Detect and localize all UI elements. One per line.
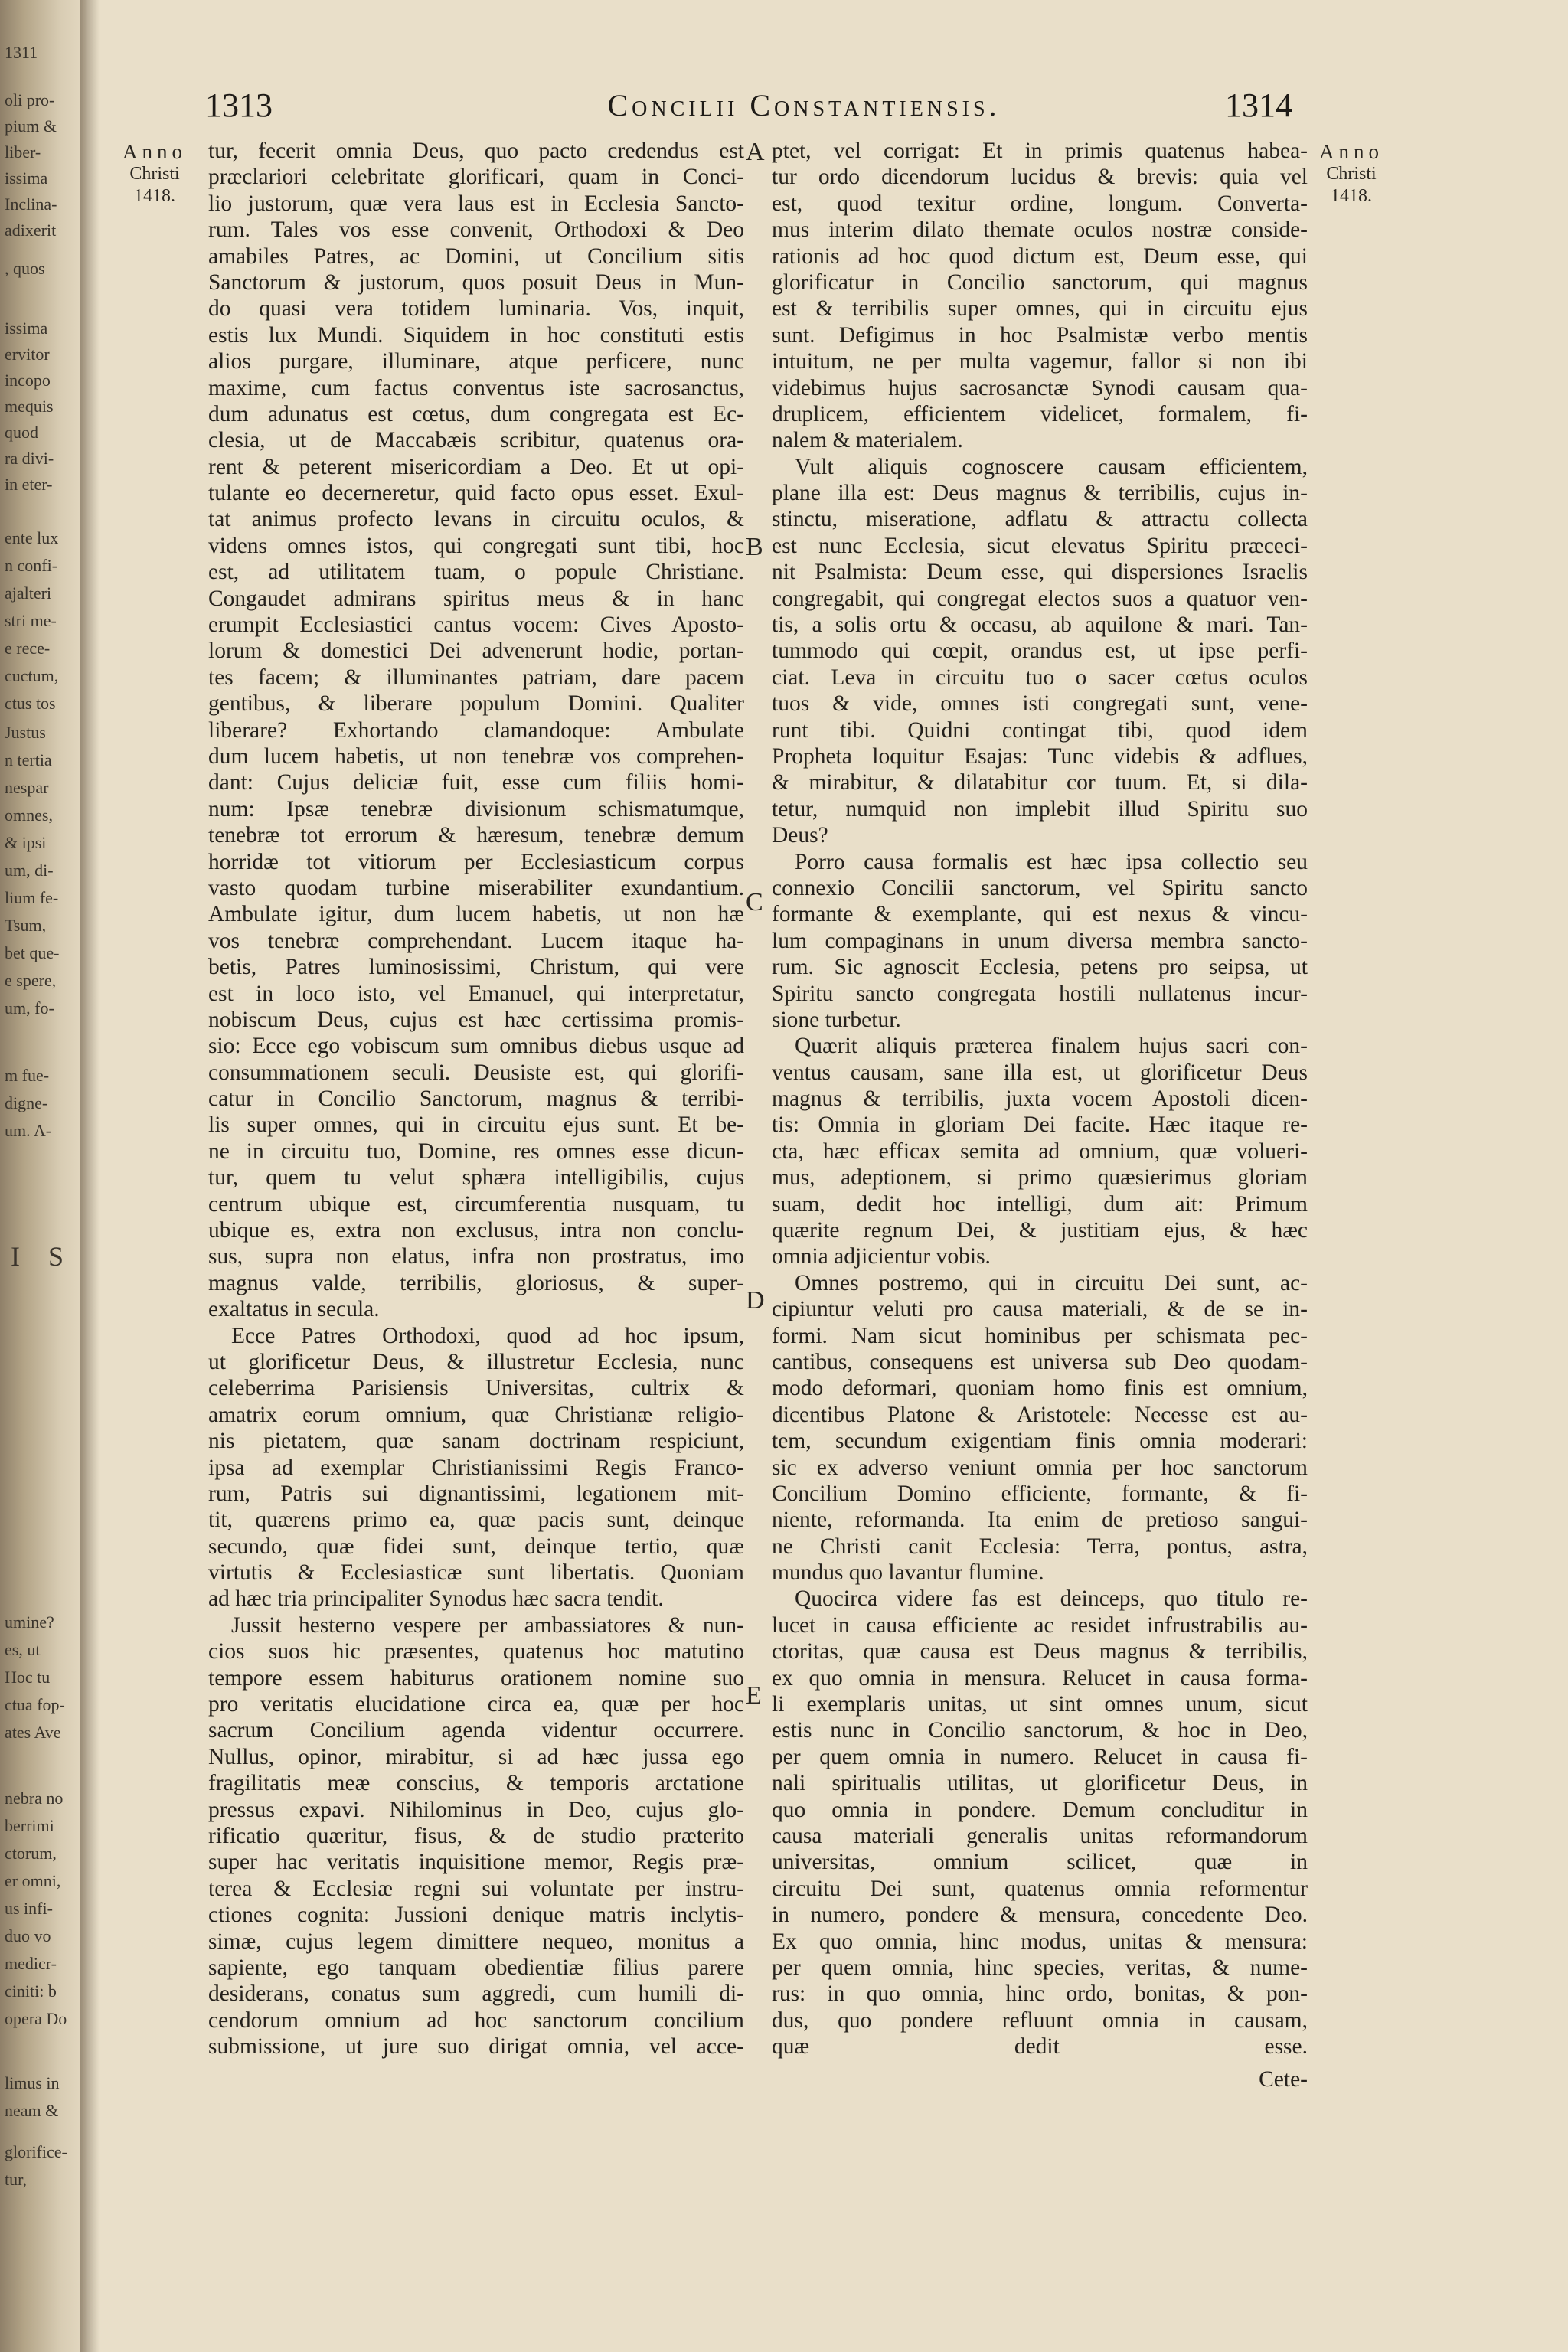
text-line: rum. Sic agnoscit Ecclesia, petens pro seipsa, ut — [772, 955, 1308, 980]
text-line: fragilitatis meæ conscius, & temporis arctatione — [208, 1771, 744, 1796]
facing-page-fragment: oli pro- — [5, 90, 55, 109]
text-line: in numero, pondere & mensura, concedente Deo. — [772, 1903, 1308, 1928]
facing-page-fragment: Hoc tu — [5, 1668, 51, 1687]
text-line: lucet in causa efficiente ac residet infrustrabilis au- — [772, 1612, 1308, 1638]
text-line: dicentibus Platone & Aristotele: Necesse est au- — [772, 1402, 1308, 1427]
right-text-column — [772, 138, 1308, 2092]
text-line: congregabit, qui congregat electos suos a quatuor ven- — [772, 586, 1308, 611]
facing-page-fragment: Justus — [5, 723, 46, 742]
text-line: estis lux Mundi. Siquidem in hoc constituti estis — [208, 322, 744, 348]
facing-page-fragment: opera Do — [5, 2009, 67, 2028]
facing-page-fragment: issima — [5, 318, 48, 338]
text-line: nalem & materialem. — [772, 428, 963, 453]
text-line: mundus quo lavantur flumine. — [772, 1560, 1044, 1586]
text-line: celeberrima Parisiensis Universitas, cultrix & — [208, 1376, 744, 1401]
text-line: ctoritas, quæ causa est Deus magnus & terribilis, — [772, 1639, 1308, 1664]
margin-letter-b: B — [746, 533, 763, 561]
text-line: sapiente, ego tanquam obedientiæ filius parere — [208, 1955, 744, 1980]
text-line: universitas, omnium scilicet, quæ in — [772, 1850, 1308, 1875]
facing-page-fragment: & ipsi — [5, 833, 47, 852]
facing-page-fragment: n confi- — [5, 556, 58, 575]
facing-page-fragment: stri me- — [5, 611, 57, 630]
year-anno: Anno — [1319, 140, 1383, 163]
facing-page-fragment: liber- — [5, 142, 41, 162]
text-line: tempore essem habiturus orationem nomine suo — [208, 1665, 744, 1690]
text-line: sacrum Concilium agenda videntur occurrere. — [208, 1718, 744, 1743]
margin-letter-c: C — [746, 888, 763, 916]
facing-page-fragment: n tertia — [5, 750, 52, 769]
facing-page-fragment: digne- — [5, 1093, 48, 1112]
text-line: cta, hæc efficax semita ad omnium, quæ volueri- — [772, 1138, 1308, 1164]
text-line: tis: Omnia in gloriam Dei facite. Hæc itaque re- — [772, 1112, 1308, 1138]
year-anno: Anno — [122, 140, 187, 163]
facing-page-fragment: 1311 — [5, 43, 38, 62]
text-line: nit Psalmista: Deum esse, qui dispersiones Israelis — [772, 560, 1308, 585]
text-line: quærite regnum Dei, & justitiam ejus, & hæc — [772, 1218, 1308, 1243]
text-line: rationis ad hoc quod dictum est, Deum esse, qui — [772, 243, 1308, 269]
running-title: Concilii Constantiensis. — [607, 88, 1001, 122]
text-line: sus, supra non elatus, infra non prostratus, imo — [208, 1244, 744, 1269]
facing-page-fragment: limus in — [5, 2073, 60, 2092]
text-line: clesia, ut de Maccabæis scribitur, quatenus ora- — [208, 428, 744, 453]
text-line: tur, fecerit omnia Deus, quo pacto credendus est — [208, 139, 744, 163]
text-line: li exemplaris unitas, ut sint omnes unum, sicut — [772, 1692, 1308, 1717]
text-line: Nullus, opinor, mirabitur, si ad hæc jussa ego — [208, 1744, 744, 1769]
text-line: formante & exemplante, qui est nexus & vincu- — [772, 902, 1308, 927]
text-line: formi. Nam sicut hominibus per schismata pec- — [772, 1323, 1308, 1348]
text-line: horridæ tot vitiorum per Ecclesiasticum corpus — [208, 849, 744, 874]
text-line: Jussit hesterno vespere per ambassiatores & nun- — [231, 1612, 744, 1638]
text-line: lio justorum, quæ vera laus est in Ecclesia Sancto- — [208, 191, 744, 216]
text-line: per quem omnia, hinc species, veritas, & nume- — [772, 1955, 1308, 1980]
text-line: exaltatus in secula. — [208, 1297, 380, 1322]
facing-page-fragment: ajalteri — [5, 583, 52, 603]
text-line: cipiuntur veluti pro causa materiali, & de se in- — [772, 1297, 1308, 1322]
text-line: tit, quærens primo ea, quæ pacis sunt, deinque — [208, 1508, 744, 1533]
text-line: terea & Ecclesiæ regni sui voluntate per instru- — [208, 1876, 744, 1901]
facing-page-fragment: es, ut — [5, 1640, 41, 1659]
text-line: sio: Ecce ego vobiscum sum omnibus diebus usque ad — [208, 1034, 744, 1059]
text-line: nali spiritualis utilitas, ut glorificetur Deus, in — [772, 1771, 1308, 1796]
facing-page-fragment: quod — [5, 423, 38, 442]
text-line: tat animus profecto levans in circuitu oculos, & — [208, 507, 744, 532]
text-line: dum lucem habetis, ut non tenebræ vos comprehen- — [208, 743, 744, 769]
facing-page-fragment: umine? — [5, 1612, 54, 1632]
text-line: & mirabitur, & dilatabitur cor tuum. Et, si dila- — [772, 770, 1308, 795]
text-line: Quærit aliquis præterea finalem hujus sacri con- — [795, 1034, 1308, 1059]
text-line: præclariori celebritate glorificari, quam in Conci- — [208, 165, 744, 190]
text-line: mus, adeptionem, si primo quæsierimus gloriam — [772, 1165, 1308, 1191]
text-line: stinctu, miseratione, adflatu & attractu collecta — [772, 507, 1308, 532]
text-line: Vult aliquis cognoscere causam efficientem, — [795, 454, 1308, 479]
facing-page-fragment: berrimi — [5, 1816, 54, 1835]
text-line: centrum ubique est, circumferentia nusquam, tu — [208, 1191, 744, 1217]
facing-page-fragment: Inclina- — [5, 194, 57, 214]
facing-page-fragment: duo vo — [5, 1926, 51, 1945]
facing-page-fragment: ciniti: b — [5, 1981, 57, 2001]
text-line: Deus? — [772, 823, 828, 848]
text-line: pro veritatis elucidatione circa ea, quæ per hoc — [208, 1692, 744, 1717]
year-christi: Christi — [129, 164, 180, 184]
text-line: virtutis & Ecclesiasticæ sunt libertatis. Quoniam — [208, 1560, 744, 1586]
page-number-right: 1314 — [1225, 87, 1292, 124]
text-line: ubique es, extra non exclusus, intra non conclu- — [208, 1218, 744, 1243]
text-line: cios suos hic præsentes, quatenus hoc matutino — [208, 1639, 744, 1664]
text-line: alios purgare, illuminare, atque perficere, nunc — [208, 349, 744, 374]
text-line: tur, quem tu velut sphæra intelligibilis, cujus — [208, 1165, 744, 1191]
text-line: niente, reformanda. Ita enim de pretioso sangui- — [772, 1508, 1308, 1533]
text-line: estis nunc in Concilio sanctorum, & hoc in Deo, — [772, 1718, 1308, 1743]
text-line: sione turbetur. — [772, 1007, 901, 1032]
text-line: tenebræ tot errorum & hæresum, tenebræ demum — [208, 823, 744, 848]
text-line: glorificatur in Concilio sanctorum, qui magnus — [772, 270, 1308, 295]
facing-page-fragment: e spere, — [5, 971, 57, 990]
text-line: do quasi vera totidem luminaria. Vos, inquit, — [208, 296, 744, 322]
text-line: lorum & domestici Dei advenerunt hodie, portan- — [208, 639, 744, 664]
text-line: gentibus, & liberare populum Domini. Qualiter — [208, 691, 744, 717]
text-line: ciat. Leva in circuitu tuo o sacer cœtus oculos — [772, 665, 1308, 690]
text-line: intuitum, ne per multa vagemur, fallor si non ibi — [772, 349, 1308, 374]
margin-letter-a: A — [746, 138, 765, 166]
facing-page-fragment: pium & — [5, 116, 57, 136]
facing-page-fragment: ervitor — [5, 345, 50, 364]
text-line: cantibus, consequens est universa sub Deo quodam- — [772, 1349, 1308, 1374]
text-line: sic ex adverso veniunt omnia per hoc sanctorum — [772, 1455, 1308, 1480]
text-line: magnus & terribilis, juxta vocem Apostoli dicen- — [772, 1086, 1308, 1112]
text-line: mus interim dilato themate oculos nostræ conside- — [772, 217, 1308, 243]
text-line: runt tibi. Quidni contingat tibi, quod idem — [772, 717, 1308, 743]
text-line: dum adunatus est cœtus, dum congregata est Ec- — [208, 401, 744, 426]
text-line: ut glorificetur Deus, & illustretur Ecclesia, nunc — [208, 1349, 744, 1374]
text-line: amabiles Patres, ac Domini, ut Concilium sitis — [208, 243, 744, 269]
year-christi: Christi — [1326, 164, 1377, 184]
text-line: betis, Patres luminosissimi, Christum, qui vere — [208, 955, 744, 980]
text-line: rum. Tales vos esse convenit, Orthodoxi & Deo — [208, 217, 744, 243]
facing-page-fragment: ente lux — [5, 528, 59, 547]
text-line: Ex quo omnia, hinc modus, unitas & mensura: — [772, 1929, 1308, 1954]
text-line: est & terribilis super omnes, qui in circuitu ejus — [772, 296, 1308, 322]
facing-page-fragment: Tsum, — [5, 916, 47, 935]
text-line: Ecce Patres Orthodoxi, quod ad hoc ipsum, — [231, 1323, 744, 1348]
text-line: tulante eo decerneretur, quid facto opus esset. Exul- — [208, 481, 744, 506]
facing-page-edge — [0, 0, 86, 2352]
text-line: pressus expavi. Nihilominus in Deo, cujus glo- — [208, 1797, 744, 1822]
text-line: ctiones cognita: Jussioni denique matris inclytis- — [208, 1903, 744, 1928]
text-line: secundo, quæ fidei sunt, deinque tertio, quæ — [208, 1534, 744, 1559]
binding-shadow — [80, 0, 100, 2352]
text-line: plane illa est: Deus magnus & terribilis, cujus in- — [772, 481, 1308, 506]
text-line: ipsa ad exemplar Christianissimi Regis Franco- — [208, 1455, 744, 1480]
left-text-column — [208, 138, 744, 2060]
facing-page-fragment: cuctum, — [5, 666, 59, 685]
text-line: desiderans, conatus sum aggredi, cum humili di- — [208, 1981, 744, 2007]
year-number: 1418. — [1331, 186, 1372, 206]
text-line: Congaudet admirans spiritus meus & in hanc — [208, 586, 744, 611]
facing-page-fragment: er omni, — [5, 1871, 61, 1890]
text-line: suam, dedit hoc intelligi, dum ait: Primum — [772, 1191, 1308, 1217]
text-line: nis pietatem, quæ sanam doctrinam respiciunt, — [208, 1429, 744, 1454]
facing-page-fragment: ra divi- — [5, 449, 54, 468]
margin-letter-d: D — [746, 1286, 765, 1315]
text-line: Porro causa formalis est hæc ipsa collectio seu — [795, 849, 1308, 874]
text-line: per quem omnia in numero. Relucet in causa fi- — [772, 1744, 1308, 1769]
text-line: circuitu Dei sunt, quatenus omnia reformentur — [772, 1876, 1308, 1901]
page-header — [191, 86, 1416, 132]
text-line: est, ad utilitatem tuam, o popule Christiane. — [208, 560, 744, 585]
text-line: tummodo qui cœpit, orandus est, ut ipse perfi- — [772, 639, 1308, 664]
facing-page-fragment: um, di- — [5, 861, 54, 880]
facing-page-fragment: us infi- — [5, 1899, 53, 1918]
facing-page-fragment: neam & — [5, 2101, 59, 2120]
text-line: lum compaginans in unum diversa membra sancto- — [772, 928, 1308, 953]
facing-page-fragment: bet que- — [5, 943, 60, 962]
year-note-left — [107, 141, 202, 207]
text-line: catur in Concilio Sanctorum, magnus & terribi- — [208, 1086, 744, 1112]
text-line: cendorum omnium ad hoc sanctorum concilium — [208, 2007, 744, 2033]
text-line: consummationem seculi. Deusiste est, qui glorifi- — [208, 1060, 744, 1085]
text-line: submissione, ut jure suo dirigat omnia, vel acce- — [208, 2034, 744, 2060]
text-line: est, quod texitur ordine, longum. Converta- — [772, 191, 1308, 216]
text-line: tuos & vide, omnes isti congregati sunt, vene- — [772, 691, 1308, 717]
facing-page-fragment: adixerit — [5, 220, 57, 240]
facing-page-fragment: ctus tos — [5, 694, 56, 713]
facing-page-fragment: tur, — [5, 2170, 28, 2189]
text-line: est nunc Ecclesia, sicut elevatus Spiritu præceci- — [772, 533, 1308, 558]
facing-page-fragment: glorifice- — [5, 2142, 67, 2161]
facing-page-fragment: e rece- — [5, 639, 51, 658]
text-line: ex quo omnia in mensura. Relucet in causa forma- — [772, 1665, 1308, 1690]
text-line: nobiscum Deus, cujus est hæc certissima promis- — [208, 1007, 744, 1032]
catchword: Cete- — [1259, 2066, 1308, 2092]
facing-page-fragment: in eter- — [5, 475, 53, 494]
text-line: dant: Cujus deliciæ fuit, esse cum filiis homi- — [208, 770, 744, 795]
text-line: ptet, vel corrigat: Et in primis quatenus habea- — [772, 139, 1308, 163]
text-line: rificatio quæritur, fisus, & de studio præterito — [208, 1824, 744, 1848]
year-number: 1418. — [134, 186, 175, 206]
facing-page-fragment: issima — [5, 168, 48, 188]
text-line: Omnes postremo, qui in circuitu Dei sunt, ac- — [795, 1270, 1308, 1295]
text-line: amatrix eorum omnium, quæ Christianæ religio- — [208, 1402, 744, 1427]
text-line: Ambulate igitur, dum lucem habetis, ut non hæ — [208, 902, 744, 927]
text-line: Spiritu sancto congregata hostili nullatenus incur- — [772, 981, 1308, 1006]
text-line: rus: in quo omnia, hinc ordo, bonitas, & pon- — [772, 1981, 1308, 2007]
text-line: quo omnia in pondere. Demum concluditur in — [772, 1797, 1308, 1822]
facing-page-fragment: medicr- — [5, 1954, 57, 1973]
text-line: tetur, numquid non implebit illud Spiritu suo — [772, 796, 1308, 822]
text-line: modo deformari, quoniam homo finis est omnium, — [772, 1376, 1308, 1401]
text-line: super hac veritatis inquisitione memor, Regis præ- — [208, 1850, 744, 1875]
facing-page-fragment: incopo — [5, 371, 51, 390]
text-line: tur ordo dicendorum lucidus & brevis: quia vel — [772, 165, 1308, 190]
text-line: ad hæc tria principaliter Synodus hæc sacra tendit. — [208, 1586, 664, 1612]
text-line: rent & peterent misericordiam a Deo. Et ut opi- — [208, 454, 744, 479]
facing-page-fragment: nebra no — [5, 1788, 64, 1808]
text-line: videbimus hujus sacrosanctæ Synodi causam qua- — [772, 375, 1308, 400]
text-line: ne in circuitu tuo, Domine, res omnes esse dicun- — [208, 1138, 744, 1164]
facing-page-fragment: lium fe- — [5, 888, 59, 907]
text-line: Concilium Domino efficiente, formante, & fi- — [772, 1481, 1308, 1506]
text-line: rum, Patris sui dignantissimi, legationem mit- — [208, 1481, 744, 1506]
page-number-left: 1313 — [205, 87, 273, 124]
text-line: vos tenebræ comprehendant. Lucem itaque ha- — [208, 928, 744, 953]
facing-page-fragment: nespar — [5, 778, 49, 797]
text-line: liberare? Exhortando clamandoque: Ambulate — [208, 717, 744, 743]
facing-page-fragment: omnes, — [5, 805, 53, 825]
facing-page-fragment: m fue- — [5, 1066, 50, 1085]
text-line: sunt. Defigimus in hoc Psalmistæ verbo mentis — [772, 322, 1308, 348]
text-line: dus, quo pondere refluunt omnia in causam, — [772, 2007, 1308, 2033]
text-line: videns omnes istos, qui congregati sunt tibi, hoc — [208, 533, 744, 558]
text-line: quæ dedit esse. — [772, 2034, 1308, 2060]
text-line: lis super omnes, qui in circuitu ejus sunt. Et be- — [208, 1112, 744, 1138]
text-line: tes facem; & illuminantes patriam, dare pacem — [208, 665, 744, 690]
facing-page-fragment: I S — [11, 1241, 75, 1272]
facing-page-fragment: um. A- — [5, 1121, 52, 1140]
facing-page-fragment: , quos — [5, 259, 45, 278]
text-line: est in loco isto, vel Emanuel, qui interpretatur, — [208, 981, 744, 1006]
text-line: ne Christi canit Ecclesia: Terra, pontus, astra, — [772, 1534, 1308, 1559]
text-line: tem, secundum exigentiam finis omnia moderari: — [772, 1429, 1308, 1454]
text-line: Quocirca videre fas est deinceps, quo titulo re- — [795, 1586, 1308, 1612]
text-line: simæ, cujus legem dimittere nequeo, monitus a — [208, 1929, 744, 1954]
text-line: causa materiali generalis unitas reformandorum — [772, 1824, 1308, 1848]
text-line: omnia adjicientur vobis. — [772, 1244, 991, 1269]
text-line: ventus causam, sane illa est, ut glorificetur Deus — [772, 1060, 1308, 1085]
margin-letter-e: E — [746, 1681, 762, 1710]
facing-page-fragment: ates Ave — [5, 1723, 61, 1742]
text-line: connexio Concilii sanctorum, vel Spiritu sancto — [772, 875, 1308, 900]
facing-page-fragment: um, fo- — [5, 998, 54, 1018]
text-line: tis, a solis ortu & occasu, ab aquilone & mari. Tan- — [772, 612, 1308, 638]
text-line: maxime, cum factus conventus iste sacrosanctus, — [208, 375, 744, 400]
text-line: num: Ipsæ tenebræ divisionum schismatumque, — [208, 796, 744, 822]
text-line: druplicem, efficientem videlicet, formalem, fi- — [772, 401, 1308, 426]
text-line: erumpit Ecclesiastici cantus vocem: Cives Aposto- — [208, 612, 744, 638]
facing-page-fragment: mequis — [5, 397, 54, 416]
text-line: Propheta loquitur Esajas: Tunc videbis & adflues, — [772, 743, 1308, 769]
text-line: magnus valde, terribilis, gloriosus, & super- — [208, 1270, 744, 1295]
facing-page-fragment: ctua fop- — [5, 1695, 65, 1714]
text-line: vasto quodam turbine miserabiliter exundantium. — [208, 875, 744, 900]
facing-page-fragment: ctorum, — [5, 1844, 57, 1863]
year-note-right — [1306, 141, 1396, 207]
text-line: Sanctorum & justorum, quos posuit Deus in Mun- — [208, 270, 744, 295]
